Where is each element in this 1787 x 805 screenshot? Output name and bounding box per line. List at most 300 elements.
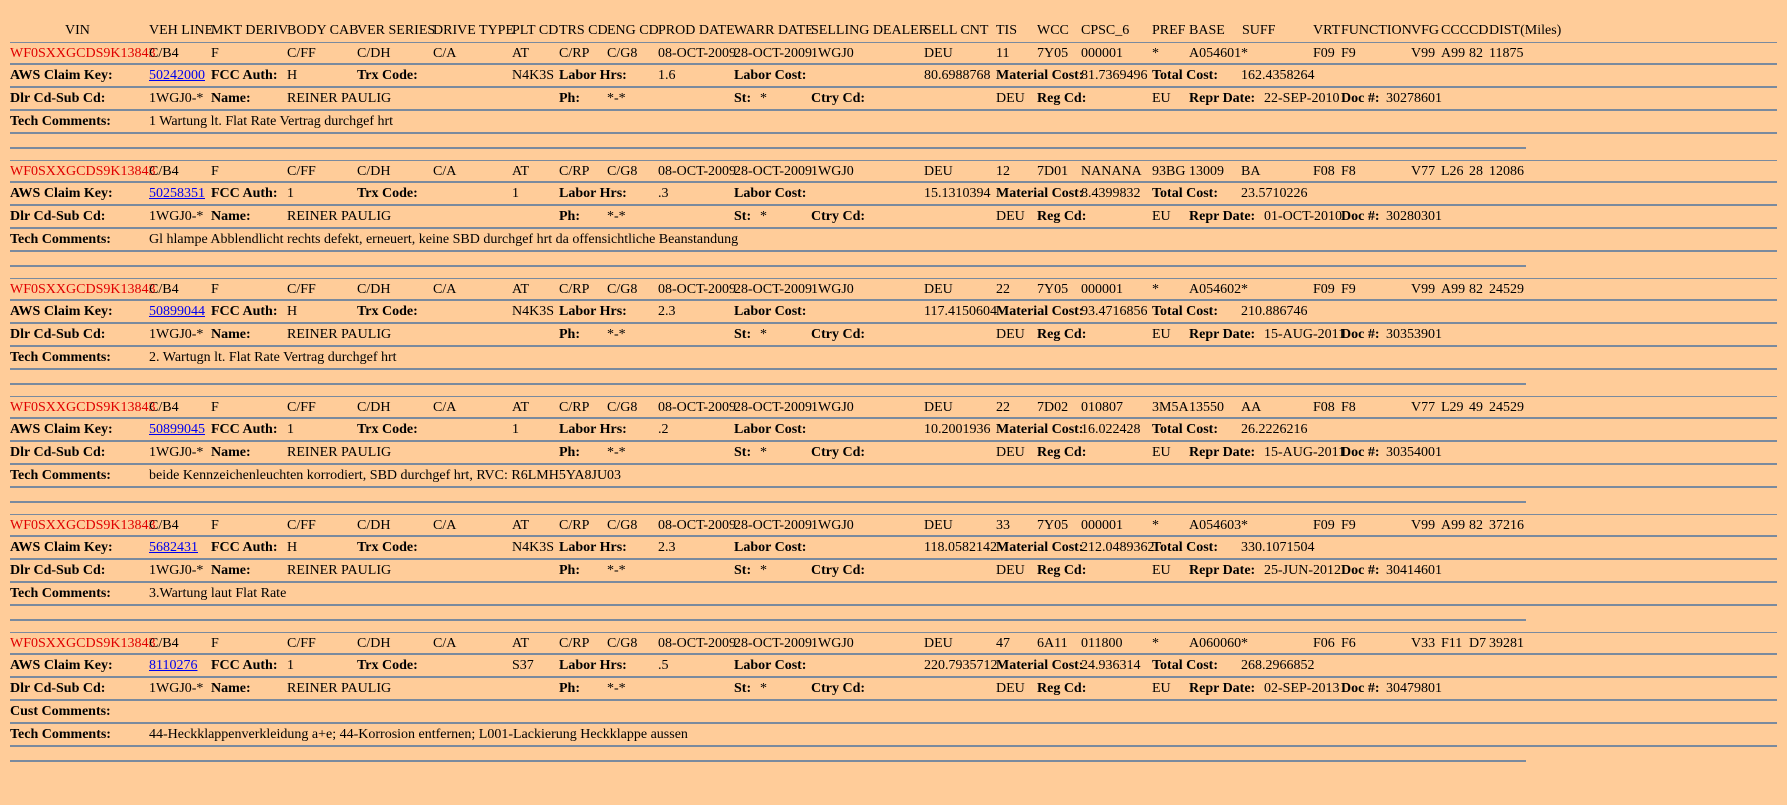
trx-code-label: Trx Code: <box>357 540 418 555</box>
reg-cd-value: EU <box>1152 327 1171 342</box>
trx-code-value: N4K3S <box>512 68 555 83</box>
cell-body-cab: C/FF <box>287 636 316 651</box>
claim-record <box>10 396 1777 503</box>
name-value: REINER PAULIG <box>287 327 392 342</box>
tech-comments-value: 1 Wartung lt. Flat Rate Vertrag durchgef hrt <box>149 114 394 129</box>
cell-wcc: 6A11 <box>1037 636 1068 651</box>
record-separator <box>10 252 1526 267</box>
ph-value: *-* <box>607 563 626 578</box>
column-header-vin: VIN <box>65 23 90 38</box>
record-separator <box>10 488 1526 503</box>
repr-date-label: Repr Date: <box>1189 91 1256 106</box>
reg-cd-label: Reg Cd: <box>1037 327 1087 342</box>
cell-eng-cd: C/G8 <box>607 46 638 61</box>
cell-mkt-deriv: F <box>211 46 219 61</box>
cell-dist: 11875 <box>1489 46 1524 61</box>
tech-comments-row <box>10 465 1777 488</box>
dlr-cd-value: 1WGJ0-* <box>149 327 204 342</box>
cell-eng-cd: C/G8 <box>607 518 638 533</box>
material-cost-value: 16.022428 <box>1081 422 1141 437</box>
cell-veh-line: C/B4 <box>149 400 179 415</box>
cell-trs-cd: C/RP <box>559 400 590 415</box>
tech-comments-label: Tech Comments: <box>10 114 111 129</box>
reg-cd-label: Reg Cd: <box>1037 209 1087 224</box>
cell-ccc: F11 <box>1441 636 1463 651</box>
cell-vin: WF0SXXGCDS9K13843 <box>10 46 156 61</box>
material-cost-value: 8.4399832 <box>1081 186 1141 201</box>
cell-plt-cd: AT <box>512 636 530 651</box>
cell-suff: * <box>1241 518 1248 533</box>
cell-ccc: L26 <box>1441 164 1464 179</box>
cell-cpsc-6: 011800 <box>1081 636 1123 651</box>
labor-hrs-label: Labor Hrs: <box>559 304 627 319</box>
cell-suff: AA <box>1241 400 1262 415</box>
total-cost-label: Total Cost: <box>1152 186 1218 201</box>
cell-vrt: F06 <box>1313 636 1335 651</box>
fcc-auth-label: FCC Auth: <box>211 186 278 201</box>
cell-dist: 39281 <box>1489 636 1524 651</box>
name-label: Name: <box>211 91 251 106</box>
claim-cost-row <box>10 419 1777 442</box>
st-value: * <box>760 209 767 224</box>
cell-eng-cd: C/G8 <box>607 282 638 297</box>
reg-cd-value: EU <box>1152 681 1171 696</box>
fcc-auth-label: FCC Auth: <box>211 658 278 673</box>
st-label: St: <box>734 445 752 460</box>
cell-veh-line: C/B4 <box>149 636 179 651</box>
cell-cd: 82 <box>1469 282 1483 297</box>
cell-vin: WF0SXXGCDS9K13843 <box>10 636 156 651</box>
cust-comments-row <box>10 701 1777 724</box>
dlr-cd-value: 1WGJ0-* <box>149 563 204 578</box>
st-label: St: <box>734 563 752 578</box>
cell-cd: 28 <box>1469 164 1483 179</box>
vehicle-row <box>10 396 1777 419</box>
aws-claim-key-link[interactable]: 8110276 <box>149 658 198 673</box>
cell-base: 13550 <box>1189 400 1224 415</box>
column-header-selling-dealer: SELLING DEALER <box>811 23 929 38</box>
doc-no-value: 30479801 <box>1386 681 1442 696</box>
cell-tis: 22 <box>996 400 1010 415</box>
cell-mkt-deriv: F <box>211 164 219 179</box>
labor-cost-label: Labor Cost: <box>734 304 807 319</box>
claim-record <box>10 42 1777 149</box>
material-cost-label: Material Cost: <box>996 540 1084 555</box>
column-header-vfg: VFG <box>1411 23 1440 38</box>
ctry-cd-label: Ctry Cd: <box>811 91 866 106</box>
st-value: * <box>760 327 767 342</box>
cell-veh-line: C/B4 <box>149 46 179 61</box>
cell-vin: WF0SXXGCDS9K13843 <box>10 164 156 179</box>
cell-ver-series: C/DH <box>357 636 391 651</box>
cell-veh-line: C/B4 <box>149 518 179 533</box>
trx-code-value: S37 <box>512 658 534 673</box>
fcc-auth-label: FCC Auth: <box>211 422 278 437</box>
dealer-row <box>10 324 1777 347</box>
ctry-cd-label: Ctry Cd: <box>811 445 866 460</box>
repr-date-value: 02-SEP-2013 <box>1264 681 1340 696</box>
cell-wcc: 7D01 <box>1037 164 1069 179</box>
dealer-row <box>10 678 1777 701</box>
cell-function: F8 <box>1341 400 1356 415</box>
cell-selling-dealer: 1WGJ0 <box>811 400 854 415</box>
material-cost-label: Material Cost: <box>996 68 1084 83</box>
labor-cost-label: Labor Cost: <box>734 658 807 673</box>
material-cost-label: Material Cost: <box>996 422 1084 437</box>
cell-dist: 12086 <box>1489 164 1524 179</box>
doc-no-label: Doc #: <box>1341 563 1380 578</box>
st-label: St: <box>734 209 752 224</box>
cell-cd: 82 <box>1469 518 1483 533</box>
cell-wcc: 7Y05 <box>1037 46 1069 61</box>
cell-vfg: V99 <box>1411 46 1436 61</box>
aws-claim-key-label: AWS Claim Key: <box>10 540 113 555</box>
aws-claim-key-link[interactable]: 50258351 <box>149 186 205 201</box>
cell-cd: D7 <box>1469 636 1487 651</box>
reg-cd-label: Reg Cd: <box>1037 563 1087 578</box>
dlr-cd-sub-cd-label: Dlr Cd-Sub Cd: <box>10 91 106 106</box>
vehicle-row <box>10 160 1777 183</box>
aws-claim-key-label: AWS Claim Key: <box>10 658 113 673</box>
doc-no-label: Doc #: <box>1341 91 1380 106</box>
labor-cost-value: 10.2001936 <box>924 422 991 437</box>
labor-cost-value: 15.1310394 <box>924 186 991 201</box>
cell-function: F6 <box>1341 636 1356 651</box>
labor-hrs-value: .3 <box>658 186 669 201</box>
cell-ver-series: C/DH <box>357 518 391 533</box>
cell-cpsc-6: 000001 <box>1081 46 1123 61</box>
doc-no-label: Doc #: <box>1341 681 1380 696</box>
trx-code-value: 1 <box>512 186 519 201</box>
cell-drive-type: C/A <box>433 636 457 651</box>
labor-hrs-value: .5 <box>658 658 669 673</box>
claim-record <box>10 160 1777 267</box>
labor-hrs-label: Labor Hrs: <box>559 186 627 201</box>
cell-warr-date: 28-OCT-2009 <box>734 164 813 179</box>
cell-plt-cd: AT <box>512 518 530 533</box>
name-label: Name: <box>211 327 251 342</box>
repr-date-label: Repr Date: <box>1189 563 1256 578</box>
claim-record <box>10 278 1777 385</box>
dealer-row <box>10 206 1777 229</box>
cell-pref: 93BG <box>1152 164 1186 179</box>
doc-no-label: Doc #: <box>1341 209 1380 224</box>
repr-date-value: 01-OCT-2010 <box>1264 209 1343 224</box>
cell-vrt: F09 <box>1313 518 1335 533</box>
labor-cost-value: 118.0582142 <box>924 540 997 555</box>
column-header-drive-type: DRIVE TYPE <box>433 23 515 38</box>
material-cost-value: 24.936314 <box>1081 658 1141 673</box>
name-label: Name: <box>211 209 251 224</box>
cell-plt-cd: AT <box>512 46 530 61</box>
aws-claim-key-link[interactable]: 5682431 <box>149 540 198 555</box>
cell-vfg: V99 <box>1411 282 1436 297</box>
cell-eng-cd: C/G8 <box>607 164 638 179</box>
column-header-warr-date: WARR DATE <box>734 23 814 38</box>
cell-plt-cd: AT <box>512 164 530 179</box>
dlr-cd-sub-cd-label: Dlr Cd-Sub Cd: <box>10 445 106 460</box>
reg-cd-label: Reg Cd: <box>1037 681 1087 696</box>
trx-code-label: Trx Code: <box>357 658 418 673</box>
cell-drive-type: C/A <box>433 400 457 415</box>
reg-cd-value: EU <box>1152 91 1171 106</box>
dlr-cd-value: 1WGJ0-* <box>149 91 204 106</box>
ph-label: Ph: <box>559 681 580 696</box>
column-header-dist-miles: DIST(Miles) <box>1489 23 1562 38</box>
cell-dist: 37216 <box>1489 518 1524 533</box>
cell-base: A054603 <box>1189 518 1242 533</box>
labor-hrs-label: Labor Hrs: <box>559 68 627 83</box>
cell-warr-date: 28-OCT-2009 <box>734 518 813 533</box>
claim-cost-row <box>10 301 1777 324</box>
column-header-trs-cd: TRS CD <box>559 23 608 38</box>
fcc-auth-label: FCC Auth: <box>211 540 278 555</box>
aws-claim-key-link[interactable]: 50899045 <box>149 422 205 437</box>
cell-selling-dealer: 1WGJ0 <box>811 282 854 297</box>
tech-comments-row <box>10 111 1777 134</box>
column-header-cpsc-6: CPSC_6 <box>1081 23 1130 38</box>
cell-drive-type: C/A <box>433 282 457 297</box>
aws-claim-key-label: AWS Claim Key: <box>10 68 113 83</box>
total-cost-label: Total Cost: <box>1152 540 1218 555</box>
column-header-prod-date: PROD DATE <box>658 23 735 38</box>
repr-date-value: 15-AUG-2011 <box>1264 327 1346 342</box>
name-label: Name: <box>211 563 251 578</box>
trx-code-label: Trx Code: <box>357 304 418 319</box>
st-value: * <box>760 91 767 106</box>
st-label: St: <box>734 91 752 106</box>
tech-comments-label: Tech Comments: <box>10 727 111 742</box>
ph-value: *-* <box>607 91 626 106</box>
cell-tis: 22 <box>996 282 1010 297</box>
cell-cpsc-6: NANANA <box>1081 164 1142 179</box>
doc-no-label: Doc #: <box>1341 327 1380 342</box>
ph-value: *-* <box>607 681 626 696</box>
cell-prod-date: 08-OCT-2009 <box>658 282 737 297</box>
labor-hrs-label: Labor Hrs: <box>559 422 627 437</box>
cell-body-cab: C/FF <box>287 46 316 61</box>
name-value: REINER PAULIG <box>287 209 392 224</box>
dlr-cd-value: 1WGJ0-* <box>149 681 204 696</box>
claim-cost-row <box>10 537 1777 560</box>
cell-sell-cnt: DEU <box>924 518 953 533</box>
cell-base: A060060 <box>1189 636 1242 651</box>
st-value: * <box>760 445 767 460</box>
cell-cpsc-6: 000001 <box>1081 282 1123 297</box>
cell-dist: 24529 <box>1489 400 1524 415</box>
aws-claim-key-label: AWS Claim Key: <box>10 186 113 201</box>
column-header-suff: SUFF <box>1242 23 1276 38</box>
tech-comments-value: Gl hlampe Abblendlicht rechts defekt, erneuert, keine SBD durchgef hrt da offensichtliche Beanstandung <box>149 232 739 247</box>
name-label: Name: <box>211 681 251 696</box>
ph-label: Ph: <box>559 445 580 460</box>
labor-hrs-label: Labor Hrs: <box>559 658 627 673</box>
st-label: St: <box>734 681 752 696</box>
cell-plt-cd: AT <box>512 282 530 297</box>
cell-sell-cnt: DEU <box>924 46 953 61</box>
cust-comments-label: Cust Comments: <box>10 704 111 719</box>
fcc-auth-value: 1 <box>287 658 294 673</box>
cell-prod-date: 08-OCT-2009 <box>658 164 737 179</box>
cell-suff: * <box>1241 282 1248 297</box>
st-value: * <box>760 681 767 696</box>
cell-tis: 11 <box>996 46 1010 61</box>
cell-eng-cd: C/G8 <box>607 400 638 415</box>
cell-sell-cnt: DEU <box>924 282 953 297</box>
cell-warr-date: 28-OCT-2009 <box>734 636 813 651</box>
cell-vfg: V99 <box>1411 518 1436 533</box>
doc-no-value: 30414601 <box>1386 563 1442 578</box>
ctry-cd-label: Ctry Cd: <box>811 563 866 578</box>
ph-value: *-* <box>607 445 626 460</box>
cell-trs-cd: C/RP <box>559 164 590 179</box>
cell-base: A054602 <box>1189 282 1242 297</box>
name-value: REINER PAULIG <box>287 91 392 106</box>
name-value: REINER PAULIG <box>287 445 392 460</box>
cell-prod-date: 08-OCT-2009 <box>658 636 737 651</box>
name-label: Name: <box>211 445 251 460</box>
total-cost-value: 330.1071504 <box>1241 540 1315 555</box>
dealer-row <box>10 560 1777 583</box>
total-cost-label: Total Cost: <box>1152 304 1218 319</box>
ctry-cd-value: DEU <box>996 563 1025 578</box>
ctry-cd-value: DEU <box>996 209 1025 224</box>
cell-body-cab: C/FF <box>287 164 316 179</box>
cell-pref: * <box>1152 46 1159 61</box>
cell-warr-date: 28-OCT-2009 <box>734 400 813 415</box>
tech-comments-row <box>10 583 1777 606</box>
cell-wcc: 7Y05 <box>1037 518 1069 533</box>
cell-mkt-deriv: F <box>211 282 219 297</box>
material-cost-value: 81.7369496 <box>1081 68 1148 83</box>
cell-suff: BA <box>1241 164 1261 179</box>
cell-selling-dealer: 1WGJ0 <box>811 164 854 179</box>
column-header-veh-line: VEH LINE <box>149 23 214 38</box>
ph-label: Ph: <box>559 91 580 106</box>
st-value: * <box>760 563 767 578</box>
column-header-eng-cd: ENG CD <box>607 23 659 38</box>
labor-cost-label: Labor Cost: <box>734 68 807 83</box>
vehicle-row <box>10 514 1777 537</box>
dlr-cd-sub-cd-label: Dlr Cd-Sub Cd: <box>10 327 106 342</box>
cell-mkt-deriv: F <box>211 518 219 533</box>
ctry-cd-value: DEU <box>996 327 1025 342</box>
labor-cost-label: Labor Cost: <box>734 540 807 555</box>
material-cost-label: Material Cost: <box>996 658 1084 673</box>
cell-function: F9 <box>1341 46 1356 61</box>
aws-claim-key-label: AWS Claim Key: <box>10 304 113 319</box>
tech-comments-row <box>10 724 1777 747</box>
doc-no-value: 30354001 <box>1386 445 1442 460</box>
total-cost-value: 210.886746 <box>1241 304 1308 319</box>
cell-trs-cd: C/RP <box>559 518 590 533</box>
column-header-row <box>10 22 1777 42</box>
claim-record <box>10 632 1777 762</box>
labor-cost-value: 220.7935712 <box>924 658 998 673</box>
cell-pref: * <box>1152 636 1159 651</box>
cell-vin: WF0SXXGCDS9K13843 <box>10 282 156 297</box>
claim-cost-row <box>10 655 1777 678</box>
fcc-auth-value: H <box>287 68 298 83</box>
cell-cpsc-6: 010807 <box>1081 400 1123 415</box>
ph-label: Ph: <box>559 327 580 342</box>
ph-value: *-* <box>607 209 626 224</box>
tech-comments-label: Tech Comments: <box>10 468 111 483</box>
column-header-tis: TIS <box>996 23 1017 38</box>
column-header-base: BASE <box>1189 23 1225 38</box>
column-header-cd: CD <box>1469 23 1489 38</box>
cell-selling-dealer: 1WGJ0 <box>811 46 854 61</box>
cell-vrt: F09 <box>1313 46 1335 61</box>
column-header-function: FUNCTION <box>1341 23 1412 38</box>
tech-comments-label: Tech Comments: <box>10 232 111 247</box>
aws-claim-key-link[interactable]: 50242000 <box>149 68 205 83</box>
labor-hrs-value: 2.3 <box>658 304 676 319</box>
fcc-auth-label: FCC Auth: <box>211 68 278 83</box>
fcc-auth-value: H <box>287 304 298 319</box>
cell-vfg: V77 <box>1411 164 1436 179</box>
fcc-auth-value: 1 <box>287 186 294 201</box>
cell-warr-date: 28-OCT-2009 <box>734 282 813 297</box>
cell-drive-type: C/A <box>433 518 457 533</box>
trx-code-label: Trx Code: <box>357 422 418 437</box>
dlr-cd-value: 1WGJ0-* <box>149 445 204 460</box>
column-header-pref: PREF <box>1152 23 1186 38</box>
warranty-claims-sheet <box>10 22 1777 773</box>
tech-comments-value: 3.Wartung laut Flat Rate <box>149 586 287 601</box>
repr-date-value: 25-JUN-2012 <box>1264 563 1341 578</box>
material-cost-label: Material Cost: <box>996 186 1084 201</box>
cell-tis: 12 <box>996 164 1010 179</box>
tech-comments-value: beide Kennzeichenleuchten korrodiert, SBD durchgef hrt, RVC: R6LMH5YA8JU03 <box>149 468 622 483</box>
cell-trs-cd: C/RP <box>559 282 590 297</box>
cell-trs-cd: C/RP <box>559 46 590 61</box>
labor-hrs-value: 1.6 <box>658 68 676 83</box>
cell-tis: 33 <box>996 518 1010 533</box>
column-header-ver-series: VER SERIES <box>357 23 436 38</box>
total-cost-label: Total Cost: <box>1152 68 1218 83</box>
record-separator <box>10 370 1526 385</box>
dlr-cd-sub-cd-label: Dlr Cd-Sub Cd: <box>10 209 106 224</box>
ph-label: Ph: <box>559 563 580 578</box>
cell-suff: * <box>1241 636 1248 651</box>
cell-ccc: L29 <box>1441 400 1464 415</box>
tech-comments-value: 44-Heckklappenverkleidung a+e; 44-Korrosion entfernen; L001-Lackierung Heckklappe aussen <box>149 727 688 742</box>
name-value: REINER PAULIG <box>287 681 392 696</box>
tech-comments-value: 2. Wartugn lt. Flat Rate Vertrag durchgef hrt <box>149 350 397 365</box>
cell-pref: * <box>1152 518 1159 533</box>
ctry-cd-label: Ctry Cd: <box>811 681 866 696</box>
cell-wcc: 7Y05 <box>1037 282 1069 297</box>
cell-selling-dealer: 1WGJ0 <box>811 636 854 651</box>
cell-sell-cnt: DEU <box>924 400 953 415</box>
aws-claim-key-link[interactable]: 50899044 <box>149 304 205 319</box>
cell-body-cab: C/FF <box>287 282 316 297</box>
labor-cost-label: Labor Cost: <box>734 422 807 437</box>
column-header-ccc: CCC <box>1441 23 1470 38</box>
cell-mkt-deriv: F <box>211 400 219 415</box>
trx-code-value: N4K3S <box>512 540 555 555</box>
trx-code-label: Trx Code: <box>357 186 418 201</box>
material-cost-value: 93.4716856 <box>1081 304 1148 319</box>
cell-ccc: A99 <box>1441 282 1466 297</box>
reg-cd-label: Reg Cd: <box>1037 445 1087 460</box>
cell-sell-cnt: DEU <box>924 636 953 651</box>
cell-pref: * <box>1152 282 1159 297</box>
tech-comments-row <box>10 347 1777 370</box>
cell-vrt: F08 <box>1313 164 1335 179</box>
repr-date-label: Repr Date: <box>1189 681 1256 696</box>
